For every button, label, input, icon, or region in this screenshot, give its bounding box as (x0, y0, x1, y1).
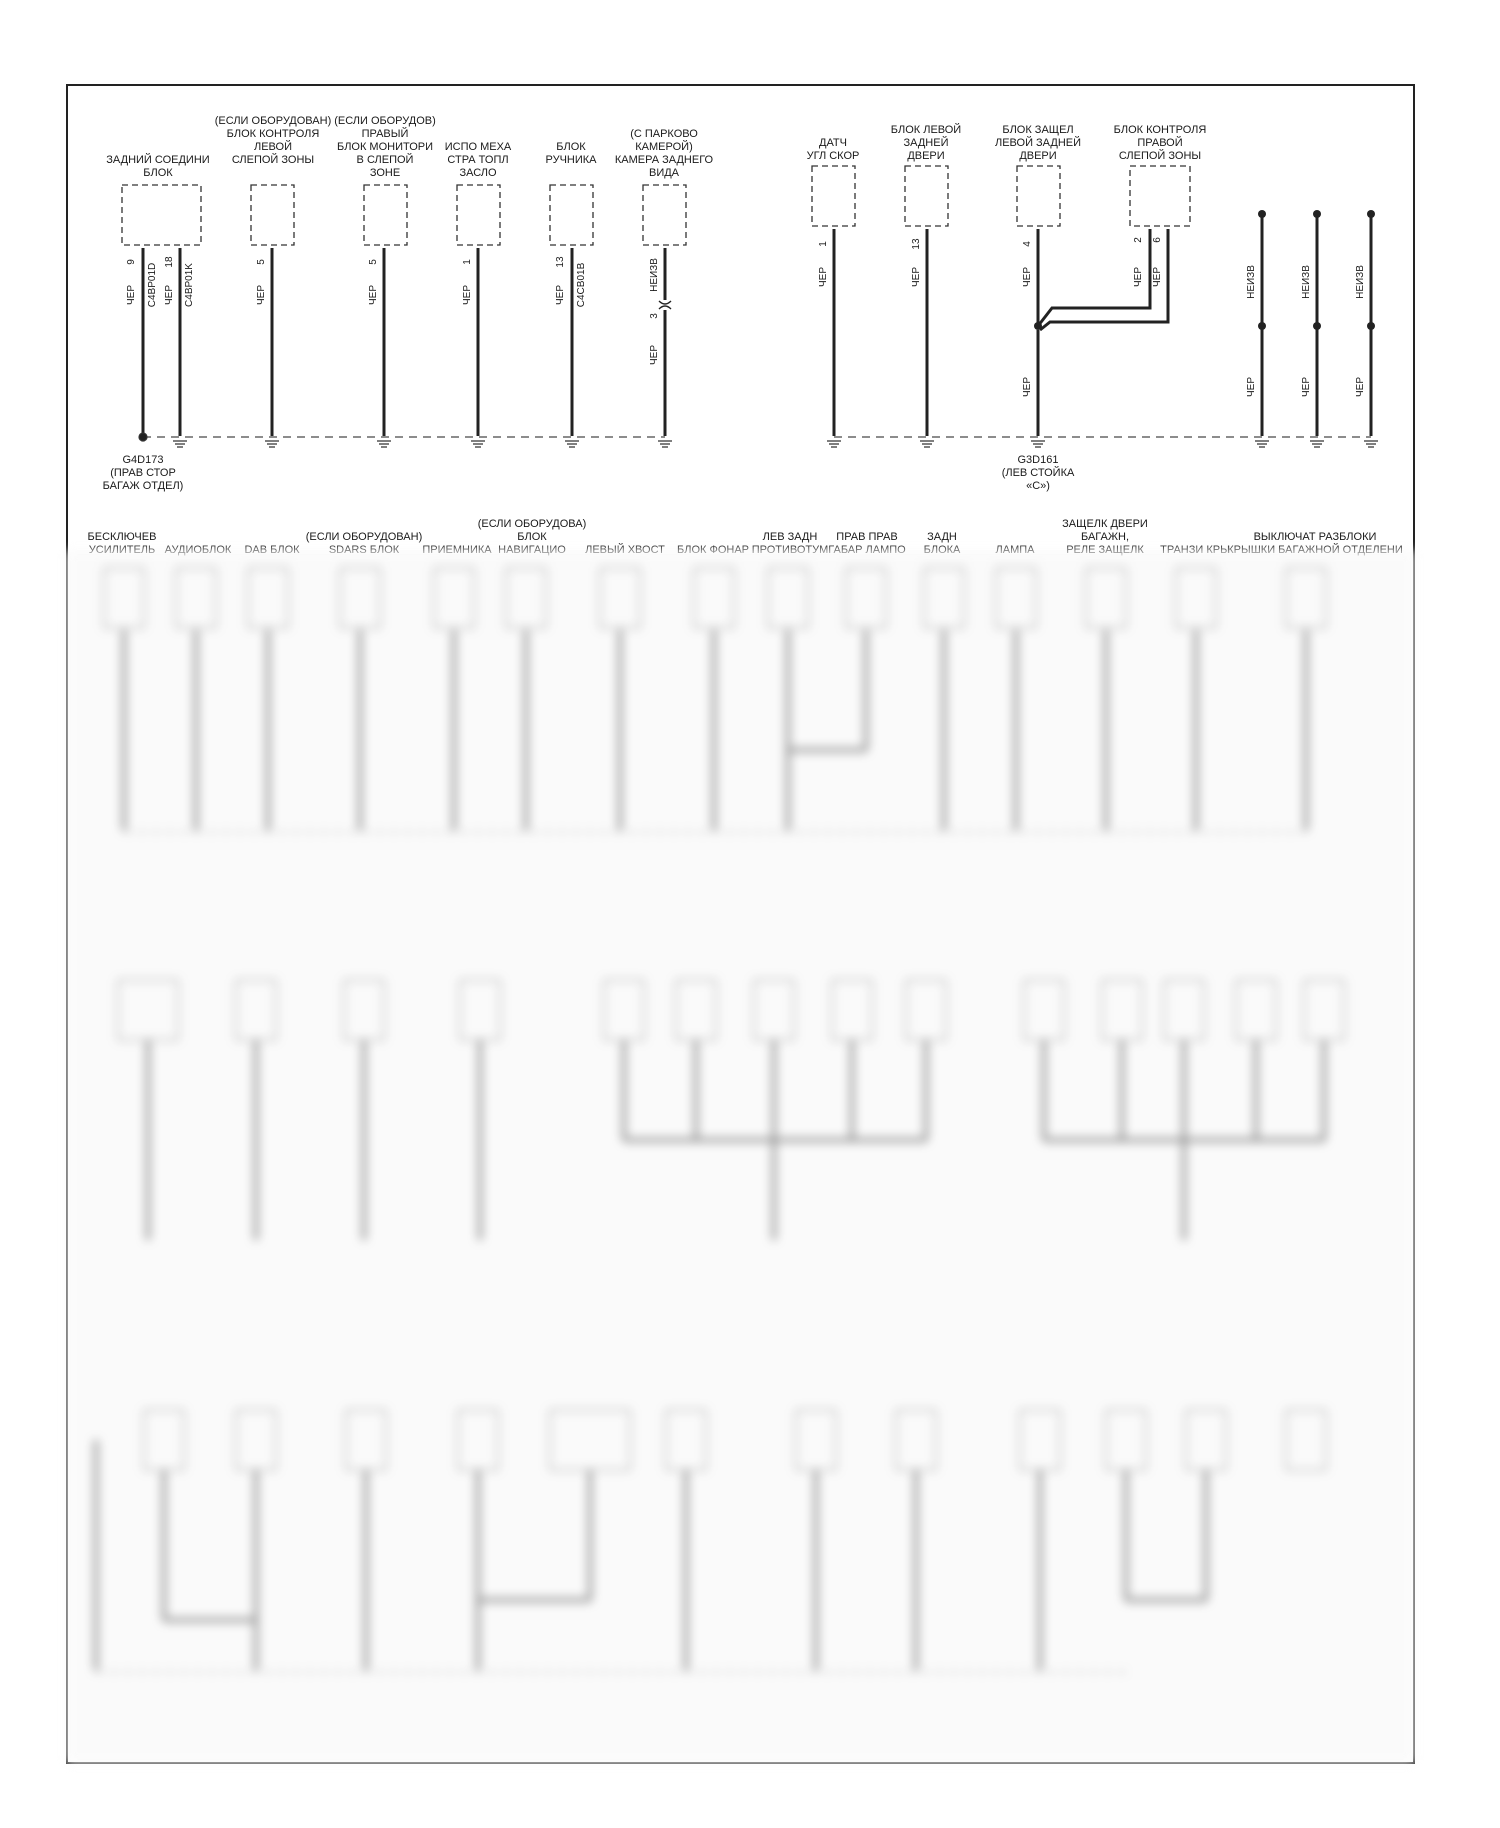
svg-text:ЗАСЛО: ЗАСЛО (459, 167, 497, 179)
svg-text:ВЫКЛЮЧАТ РАЗБЛОКИ: ВЫКЛЮЧАТ РАЗБЛОКИ (1253, 531, 1377, 543)
svg-text:ЧЕР: ЧЕР (1355, 376, 1366, 398)
pin-number: 3 (649, 313, 660, 319)
svg-text:ЛЕВ ЗАДН: ЛЕВ ЗАДН (762, 531, 818, 543)
top-left-group (103, 115, 714, 492)
svg-text:БЛОК ЗАЩЕЛ: БЛОК ЗАЩЕЛ (1002, 124, 1074, 136)
wire-color: ЧЕР (1133, 266, 1144, 288)
pin-number: 5 (368, 259, 379, 265)
component-box (812, 166, 855, 226)
pin-number: 18 (164, 256, 175, 268)
svg-text:ИСПО МЕХА: ИСПО МЕХА (444, 141, 512, 153)
svg-text:ВИДА: ВИДА (648, 167, 680, 179)
component-box (550, 185, 593, 245)
component-left-rear-door-latch (995, 124, 1081, 326)
wire-color: ЧЕР (1152, 266, 1163, 288)
component-label: БЛОК (143, 167, 173, 179)
svg-text:БЛОК ЛЕВОЙ: БЛОК ЛЕВОЙ (890, 124, 962, 136)
ground-icon (1031, 441, 1045, 447)
svg-text:БЛОК МОНИТОРИ: БЛОК МОНИТОРИ (336, 141, 434, 153)
ground-icon (1310, 441, 1324, 447)
wire-color: ЧЕР (1022, 266, 1033, 288)
svg-text:СЛЕПОЙ ЗОНЫ: СЛЕПОЙ ЗОНЫ (1118, 150, 1202, 162)
circuit-id: C4BP01K (184, 263, 195, 307)
pin-number: 9 (126, 259, 137, 265)
svg-text:(С ПАРКОВО: (С ПАРКОВО (630, 128, 698, 140)
svg-text:ЛЕВОЙ ЗАДНЕЙ: ЛЕВОЙ ЗАДНЕЙ (994, 137, 1082, 149)
inline-connector-icon (659, 301, 671, 309)
component-box (1130, 166, 1190, 226)
ground-icon (565, 441, 579, 447)
wire-color: ЧЕР (1022, 376, 1033, 398)
svg-text:БАГАЖН,: БАГАЖН, (1080, 531, 1130, 543)
component-rear-camera (615, 128, 714, 436)
ground-symbols (827, 441, 1378, 447)
component-speed-angle-sensor (807, 137, 860, 436)
wire-color: ЧЕР (911, 266, 922, 288)
unknown-wire-2 (1301, 210, 1321, 436)
ground-label: «C») (1026, 480, 1050, 492)
unknown-wire-1 (1246, 210, 1266, 436)
svg-text:НЕИЗВ: НЕИЗВ (1301, 265, 1312, 299)
ground-label: БАГАЖ ОТДЕЛ) (102, 480, 184, 492)
pin-number: 13 (555, 256, 566, 268)
component-parking-brake (545, 141, 597, 436)
ground-icon (827, 441, 841, 447)
ground-label: G4D173 (122, 454, 164, 466)
component-label: ЗАДНИЙ СОЕДИНИ (106, 154, 210, 166)
wire-color: ЧЕР (368, 284, 379, 306)
svg-text:РУЧНИКА: РУЧНИКА (545, 154, 597, 166)
component-rear-junction-block (106, 153, 209, 436)
wire-color: ЧЕР (818, 266, 829, 288)
svg-text:СЛЕПОЙ ЗОНЫ: СЛЕПОЙ ЗОНЫ (231, 154, 315, 166)
svg-text:БЛОК КОНТРОЛЯ: БЛОК КОНТРОЛЯ (1113, 124, 1207, 136)
wire-color: ЧЕР (256, 284, 267, 306)
top-right-group (807, 123, 1378, 492)
svg-text:БЕСКЛЮЧЕВ: БЕСКЛЮЧЕВ (87, 531, 157, 543)
pin-number: 4 (1022, 241, 1033, 247)
ground-icon (265, 441, 279, 447)
component-fuel-flap-actuator (445, 141, 512, 436)
component-box (643, 185, 686, 245)
component-left-rear-door-module (891, 123, 961, 436)
ground-icon (1255, 441, 1269, 447)
component-box (251, 185, 294, 245)
wire-color: ЧЕР (462, 284, 473, 306)
svg-text:(ЕСЛИ ОБОРУДОВА): (ЕСЛИ ОБОРУДОВА) (477, 518, 587, 530)
ground-icon (658, 441, 672, 447)
ground-icon (920, 441, 934, 447)
component-left-blind-spot (215, 115, 331, 436)
wire-color: ЧЕР (649, 344, 660, 366)
svg-text:ДАТЧ: ДАТЧ (819, 137, 847, 149)
svg-text:ПРАВЫЙ: ПРАВЫЙ (361, 128, 409, 140)
terminal-icon (1258, 322, 1266, 330)
terminal-icon (1313, 322, 1321, 330)
svg-text:(ЕСЛИ ОБОРУДОВАН): (ЕСЛИ ОБОРУДОВАН) (214, 115, 332, 127)
svg-text:СТРА ТОПЛ: СТРА ТОПЛ (447, 154, 509, 166)
svg-text:ЧЕР: ЧЕР (1301, 376, 1312, 398)
wire-color: ЧЕР (126, 284, 137, 306)
splice-icon (1034, 322, 1042, 330)
component-box (1017, 166, 1060, 226)
blurred-diagram-region (66, 550, 1415, 1764)
component-box (364, 185, 407, 245)
ground-icon (173, 441, 187, 447)
pin-number: 1 (818, 241, 829, 247)
component-box (122, 185, 201, 245)
circuit-id: C4BP01D (147, 262, 158, 308)
ground-symbols (139, 433, 672, 447)
wire-color: ЧЕР (555, 284, 566, 306)
component-box (905, 166, 948, 226)
svg-text:НЕИЗВ: НЕИЗВ (1355, 265, 1366, 299)
component-right-blind-spot-module (1038, 124, 1206, 330)
svg-text:ЗОНЕ: ЗОНЕ (369, 167, 401, 179)
svg-text:КАМЕРА ЗАДНЕГО: КАМЕРА ЗАДНЕГО (614, 154, 714, 166)
svg-text:ЧЕР: ЧЕР (1246, 376, 1257, 398)
pin-number: 2 (1133, 237, 1144, 243)
ground-icon (471, 441, 485, 447)
svg-text:(ЕСЛИ ОБОРУДОВ): (ЕСЛИ ОБОРУДОВ) (334, 115, 436, 127)
svg-text:БЛОК КОНТРОЛЯ: БЛОК КОНТРОЛЯ (226, 128, 320, 140)
ground-label: G3D161 (1017, 454, 1059, 466)
svg-text:УГЛ СКОР: УГЛ СКОР (806, 150, 860, 162)
component-box (457, 185, 500, 245)
svg-text:ДВЕРИ: ДВЕРИ (907, 150, 945, 162)
pin-number: 13 (911, 238, 922, 250)
wire-color: ЧЕР (164, 284, 175, 306)
wiring-diagram-top (0, 0, 1500, 560)
svg-text:ДВЕРИ: ДВЕРИ (1019, 150, 1057, 162)
unknown-wire-3 (1355, 210, 1375, 436)
ground-label: (ПРАВ СТОР (110, 467, 176, 479)
svg-text:КАМЕРОЙ): КАМЕРОЙ) (635, 141, 693, 153)
ground-icon (1364, 441, 1378, 447)
pin-number: 5 (256, 259, 267, 265)
svg-text:(ЕСЛИ ОБОРУДОВАН): (ЕСЛИ ОБОРУДОВАН) (305, 531, 423, 543)
svg-text:ЛЕВОЙ: ЛЕВОЙ (254, 141, 292, 153)
ground-label: (ЛЕВ СТОЙКА (1001, 467, 1075, 479)
terminal-icon (1367, 322, 1375, 330)
component-right-blind-spot (334, 115, 436, 436)
wire-color: НЕИЗВ (649, 258, 660, 292)
ground-node-icon (139, 433, 147, 441)
pin-number: 1 (462, 259, 473, 265)
pin-number: 6 (1152, 237, 1163, 243)
svg-text:ЗАДН: ЗАДН (927, 531, 957, 543)
ground-icon (377, 441, 391, 447)
svg-text:ЗАЩЕЛК ДВЕРИ: ЗАЩЕЛК ДВЕРИ (1062, 518, 1148, 530)
svg-text:НЕИЗВ: НЕИЗВ (1246, 265, 1257, 299)
svg-text:ПРАВОЙ: ПРАВОЙ (1137, 137, 1183, 149)
svg-text:ПРАВ ПРАВ: ПРАВ ПРАВ (836, 531, 898, 543)
svg-text:БЛОК: БЛОК (517, 531, 547, 543)
circuit-id: C4CB01B (576, 262, 587, 308)
svg-text:БЛОК: БЛОК (556, 141, 586, 153)
svg-text:ЗАДНЕЙ: ЗАДНЕЙ (903, 137, 949, 149)
svg-text:В СЛЕПОЙ: В СЛЕПОЙ (356, 154, 414, 166)
